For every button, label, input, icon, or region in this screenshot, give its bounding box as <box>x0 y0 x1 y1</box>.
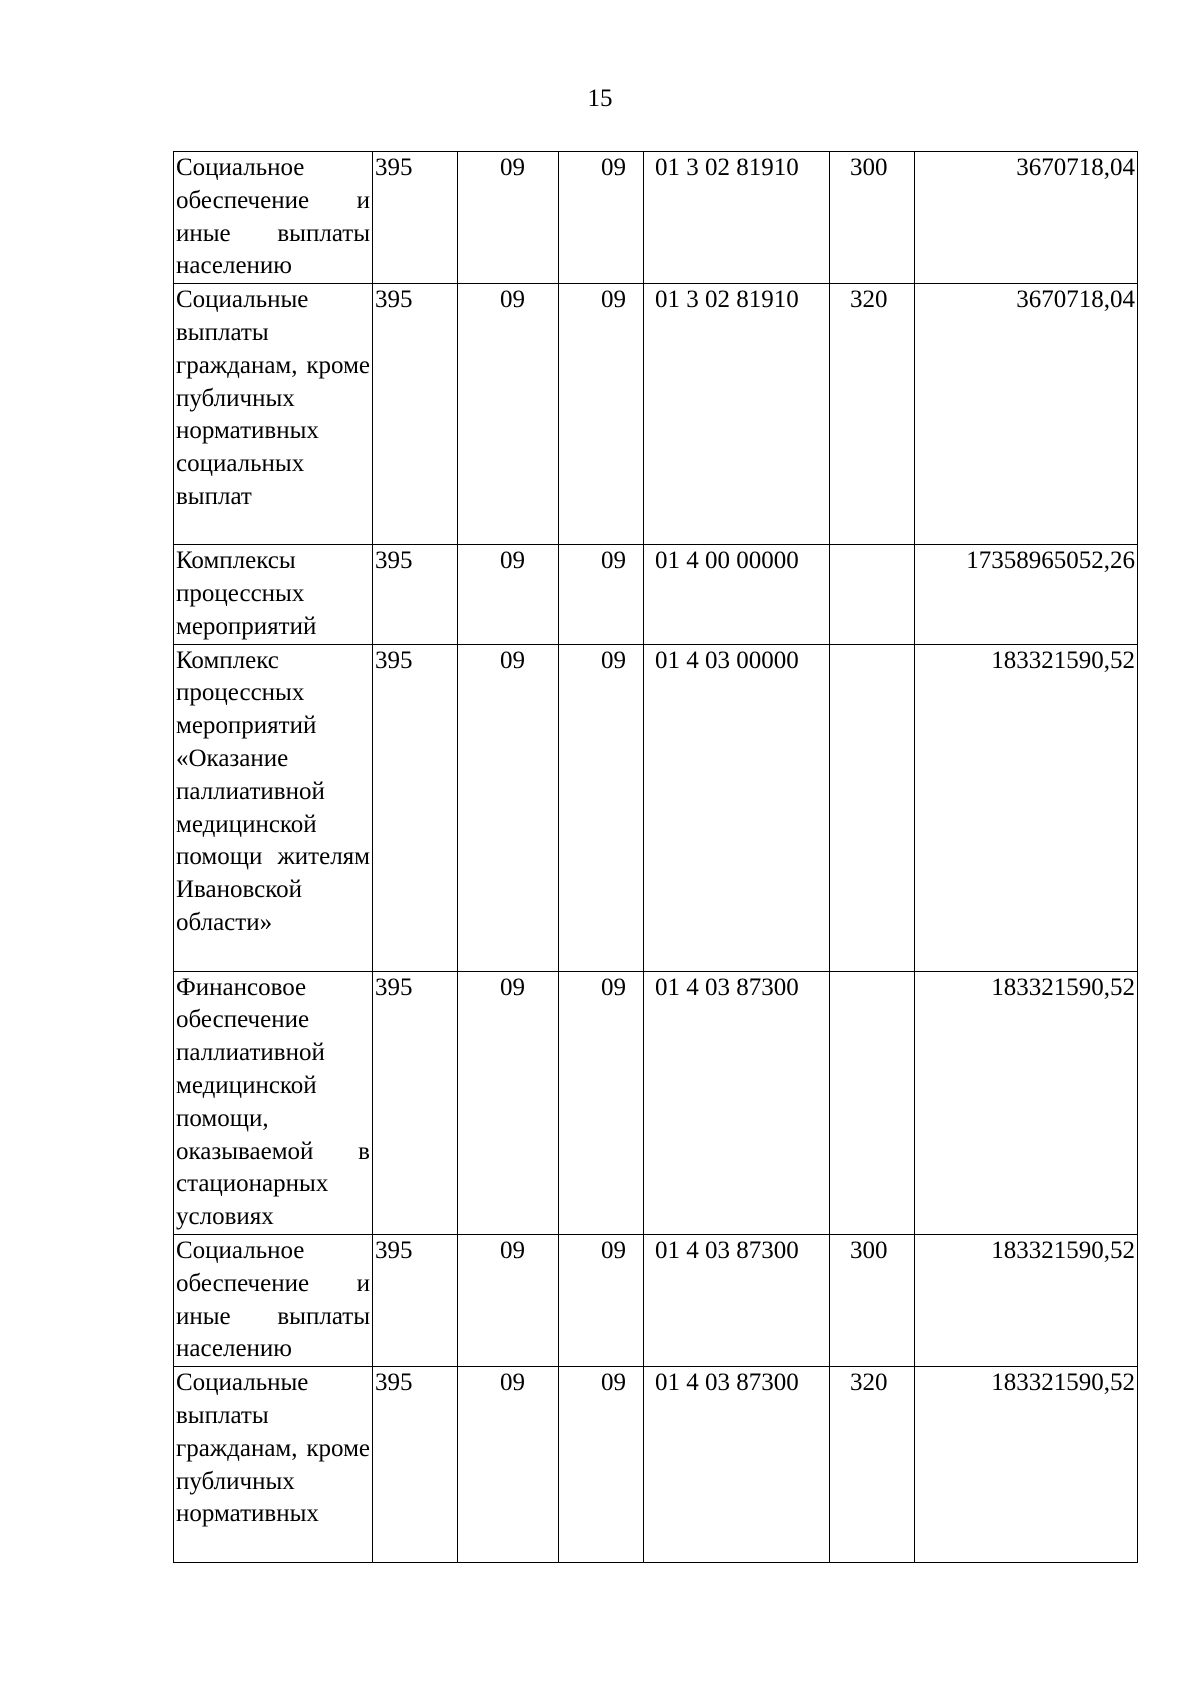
sum-cell <box>915 545 1138 644</box>
ministry-code: 395 <box>375 1369 413 1397</box>
expense-type-code: 320 <box>850 286 888 314</box>
ministry-code: 395 <box>375 646 413 674</box>
expense-name: Комплекс процессных мероприятий «Оказание паллиативной медицинской помощи жителям Ивановской области» <box>176 646 370 936</box>
section-code-cell <box>458 644 559 971</box>
expense-type-code: 300 <box>850 1236 888 1264</box>
expense-name: Социальное обеспечение и иные выплаты населению <box>176 1236 370 1363</box>
sum-value: 3670718,04 <box>1016 154 1135 181</box>
subsection-code: 09 <box>601 154 626 181</box>
expense-name: Социальные выплаты гражданам, кроме публичных нормативных <box>176 1369 370 1528</box>
target-code-cell <box>644 971 830 1234</box>
expense-name: Социальные выплаты гражданам, кроме публичных нормативных социальных выплат <box>176 286 370 510</box>
subsection-code: 09 <box>601 286 626 314</box>
section-code: 09 <box>500 154 525 181</box>
sum-value: 183321590,52 <box>991 973 1135 1001</box>
subsection-code-cell <box>559 644 644 971</box>
expense-name-cell <box>174 1234 373 1366</box>
target-code-cell <box>644 1367 830 1563</box>
section-code-cell <box>458 971 559 1234</box>
subsection-code-cell <box>559 1234 644 1366</box>
section-code-cell <box>458 545 559 644</box>
subsection-code: 09 <box>601 547 626 575</box>
section-code: 09 <box>500 286 525 314</box>
section-code-cell <box>458 1234 559 1366</box>
table-row <box>174 545 1138 644</box>
section-code: 09 <box>500 547 525 575</box>
expense-type-cell <box>830 644 915 971</box>
subsection-code-cell <box>559 971 644 1234</box>
expense-name-cell <box>174 644 373 971</box>
expense-type-code: 300 <box>850 154 888 181</box>
target-code: 01 4 03 00000 <box>655 646 799 674</box>
ministry-code-cell <box>373 1234 458 1366</box>
expense-type-cell <box>830 284 915 545</box>
target-code-cell <box>644 1234 830 1366</box>
subsection-code-cell <box>559 152 644 284</box>
section-code: 09 <box>500 973 525 1001</box>
section-code-cell <box>458 152 559 284</box>
table-row <box>174 971 1138 1234</box>
expense-name-cell <box>174 284 373 545</box>
section-code: 09 <box>500 1369 525 1397</box>
ministry-code: 395 <box>375 547 413 575</box>
ministry-code-cell <box>373 971 458 1234</box>
ministry-code-cell <box>373 644 458 971</box>
target-code: 01 4 03 87300 <box>655 973 799 1001</box>
subsection-code-cell <box>559 545 644 644</box>
target-code-cell <box>644 545 830 644</box>
target-code-cell <box>644 284 830 545</box>
expense-type-cell <box>830 152 915 284</box>
expense-name-cell <box>174 152 373 284</box>
expense-name: Социальное обеспечение и иные выплаты населению <box>176 154 370 280</box>
sum-cell <box>915 971 1138 1234</box>
subsection-code: 09 <box>601 1236 626 1264</box>
expense-name: Финансовое обеспечение паллиативной медицинской помощи, оказываемой в стационарных условиях <box>176 973 370 1231</box>
sum-cell <box>915 1367 1138 1563</box>
target-code: 01 3 02 81910 <box>655 286 799 314</box>
section-code-cell <box>458 284 559 545</box>
page-number: 15 <box>587 85 613 112</box>
expense-name-cell <box>174 971 373 1234</box>
target-code: 01 3 02 81910 <box>655 154 799 181</box>
table-row <box>174 1367 1138 1563</box>
expense-name-cell <box>174 545 373 644</box>
subsection-code-cell <box>559 1367 644 1563</box>
target-code: 01 4 03 87300 <box>655 1236 799 1264</box>
table-row <box>174 152 1138 284</box>
expense-type-cell <box>830 545 915 644</box>
sum-value: 183321590,52 <box>991 646 1135 674</box>
subsection-code: 09 <box>601 646 626 674</box>
section-code-cell <box>458 1367 559 1563</box>
expense-type-cell <box>830 971 915 1234</box>
section-code: 09 <box>500 646 525 674</box>
target-code-cell <box>644 152 830 284</box>
sum-cell <box>915 644 1138 971</box>
target-code: 01 4 03 87300 <box>655 1369 799 1397</box>
sum-value: 183321590,52 <box>991 1369 1135 1397</box>
target-code: 01 4 00 00000 <box>655 547 799 575</box>
ministry-code-cell <box>373 545 458 644</box>
subsection-code: 09 <box>601 1369 626 1397</box>
table-row <box>174 1234 1138 1366</box>
subsection-code-cell <box>559 284 644 545</box>
ministry-code: 395 <box>375 286 413 314</box>
expense-type-cell <box>830 1234 915 1366</box>
table-row <box>174 644 1138 971</box>
budget-table <box>173 151 1138 1563</box>
subsection-code: 09 <box>601 973 626 1001</box>
sum-cell <box>915 1234 1138 1366</box>
table-row <box>174 284 1138 545</box>
ministry-code: 395 <box>375 1236 413 1264</box>
ministry-code-cell <box>373 1367 458 1563</box>
ministry-code: 395 <box>375 154 413 181</box>
expense-type-cell <box>830 1367 915 1563</box>
sum-cell <box>915 152 1138 284</box>
ministry-code: 395 <box>375 973 413 1001</box>
ministry-code-cell <box>373 284 458 545</box>
target-code-cell <box>644 644 830 971</box>
expense-name: Комплексы процессных мероприятий <box>176 547 317 640</box>
sum-value: 3670718,04 <box>1016 286 1135 314</box>
sum-value: 183321590,52 <box>991 1236 1135 1264</box>
sum-cell <box>915 284 1138 545</box>
expense-name-cell <box>174 1367 373 1563</box>
ministry-code-cell <box>373 152 458 284</box>
expense-type-code: 320 <box>850 1369 888 1397</box>
sum-value: 17358965052,26 <box>966 547 1135 575</box>
section-code: 09 <box>500 1236 525 1264</box>
